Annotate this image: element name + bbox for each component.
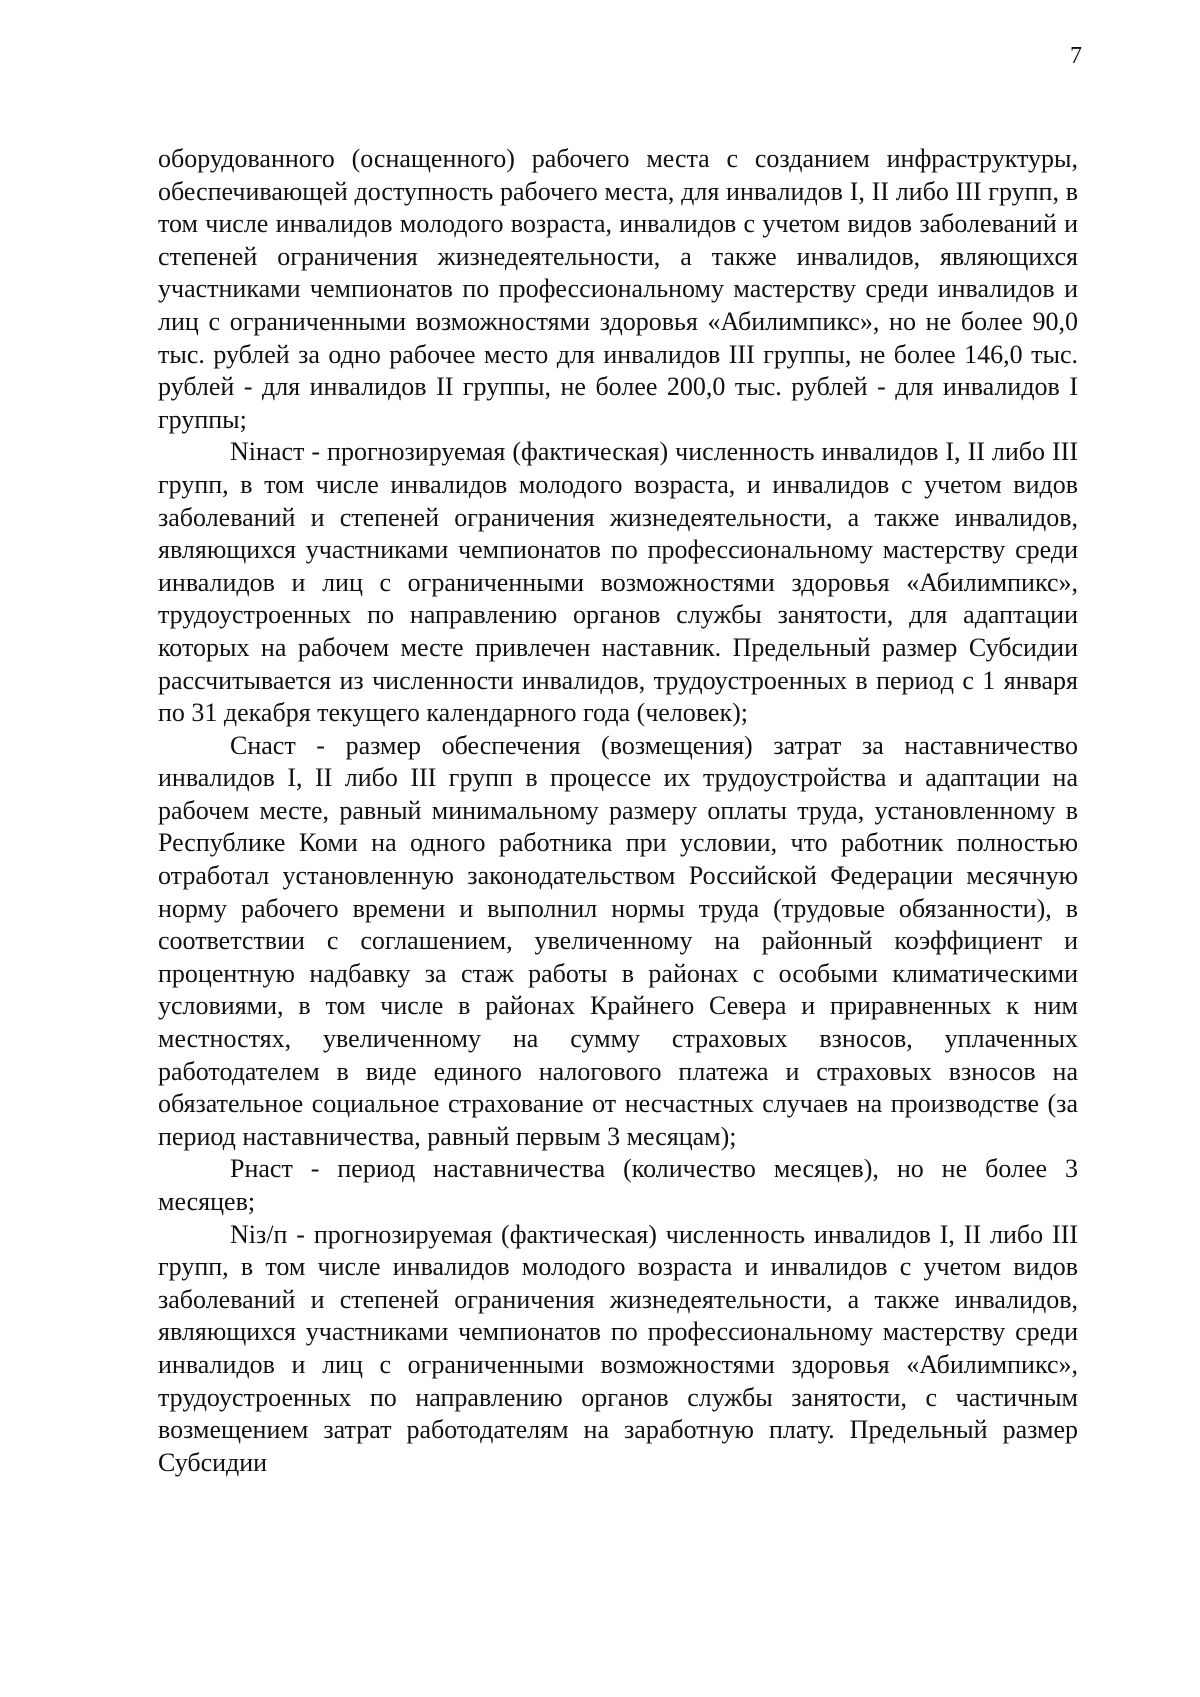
- page-number: 7: [1070, 43, 1082, 69]
- paragraph-workplace-equipment: оборудованного (оснащенного) рабочего места с созданием инфраструктуры, обеспечивающей доступность рабочего места, для инвалидов I, II либо III групп, в том числе инвалидов молодого возраста, инвалидов с учетом видов заболеваний и степеней ограничения жизнедеятельности, а также инвалидов, являющихся участниками чемпионатов по профессиональному мастерству среди инвалидов и лиц с ограниченными возможностями здоровья «Абилимпикс», но не более 90,0 тыс. рублей за одно рабочее место для инвалидов III группы, не более 146,0 тыс. рублей - для инвалидов II группы, не более 200,0 тыс. рублей - для инвалидов I группы;: [158, 144, 1078, 434]
- document-body: [158, 143, 1078, 1479]
- paragraph-salary-compensated-count: Niз/п - прогнозируемая (фактическая) численность инвалидов I, II либо III групп, в том числе инвалидов молодого возраста и инвалидов с учетом видов заболеваний и степеней ограничения жизнедеятельности, а также инвалидов, являющихся участниками чемпионатов по профессиональному мастерству среди инвалидов и лиц с ограниченными возможностями здоровья «Абилимпикс», трудоустроенных по направлению органов службы занятости, с частичным возмещением затрат работодателям на заработную плату. Предельный размер Субсидии: [158, 1219, 1078, 1477]
- paragraph-mentoring-cost: Cнаст - размер обеспечения (возмещения) затрат за наставничество инвалидов I, II либо III групп в процессе их трудоустройства и адаптации на рабочем месте, равный минимальному размеру оплаты труда, установленному в Республике Коми на одного работника при условии, что работник полностью отработал установленную законодательством Российской Федерации месячную норму рабочего времени и выполнил нормы труда (трудовые обязанности), в соответствии с соглашением, увеличенному на районный коэффициент и процентную надбавку за стаж работы в районах с особыми климатическими условиями, в том числе в районах Крайнего Севера и приравненных к ним местностях, увеличенному на сумму страховых взносов, уплаченных работодателем в виде единого налогового платежа и страховых взносов на обязательное социальное страхование от несчастных случаев на производстве (за период наставничества, равный первым 3 месяцам);: [158, 730, 1078, 1151]
- paragraph-mentored-disabled-count: Niнаст - прогнозируемая (фактическая) численность инвалидов I, II либо III групп, в том числе инвалидов молодого возраста, и инвалидов с учетом видов заболеваний и степеней ограничения жизнедеятельности, а также инвалидов, являющихся участниками чемпионатов по профессиональному мастерству среди инвалидов и лиц с ограниченными возможностями здоровья «Абилимпикс», трудоустроенных по направлению органов службы занятости, для адаптации которых на рабочем месте привлечен наставник. Предельный размер Субсидии рассчитывается из численности инвалидов, трудоустроенных в период с 1 января по 31 декабря текущего календарного года (человек);: [158, 437, 1078, 728]
- paragraph-mentoring-period: Pнаст - период наставничества (количество месяцев), но не более 3 месяцев;: [158, 1154, 1078, 1216]
